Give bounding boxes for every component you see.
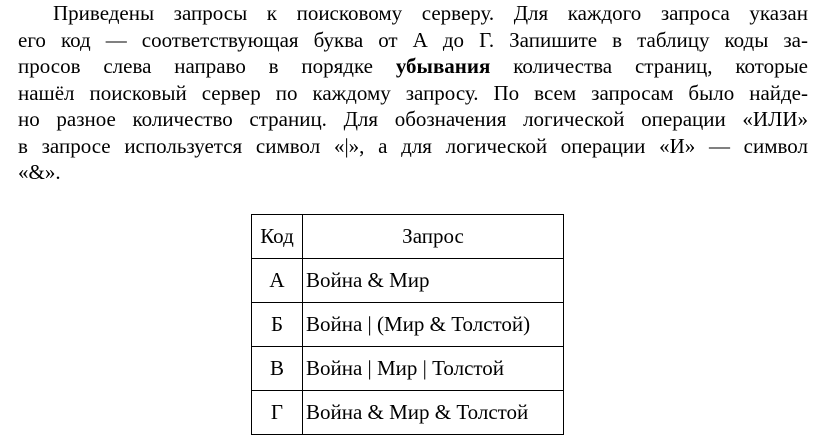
table-header-row [252, 215, 564, 259]
emphasis-word: убывания [395, 54, 491, 78]
queries-table [251, 214, 564, 435]
cell-code: Б [252, 303, 303, 347]
task-line: в запросе используется символ «|», а для логической операции «И» — символ [18, 133, 808, 158]
cell-query: Война & Мир & Толстой [303, 391, 564, 435]
cell-query: Война | Мир | Толстой [303, 347, 564, 391]
task-line: его код — соответствующая буква от А до Г. Запишите в таблицу коды за- [18, 27, 808, 52]
table-row [252, 347, 564, 391]
task-text-segment: просов слева направо в порядке [18, 54, 373, 78]
task-line [18, 53, 808, 80]
task-text-segment: количества страниц, которые [513, 54, 809, 78]
task-line: нашёл поисковый сервер по каждому запросу. По всем запросам было найде- [18, 80, 808, 105]
table-row [252, 391, 564, 435]
task-text [18, 0, 808, 186]
task-line: но разное количество страниц. Для обозначения логической операции «ИЛИ» [18, 107, 808, 131]
cell-code: В [252, 347, 303, 391]
cell-query: Война | (Мир & Толстой) [303, 303, 564, 347]
cell-code: А [252, 259, 303, 303]
cell-code: Г [252, 391, 303, 435]
task-line: «&». [18, 160, 61, 184]
cell-query: Война & Мир [303, 259, 564, 303]
header-query: Запрос [303, 215, 564, 259]
table-row [252, 259, 564, 303]
table-row [252, 303, 564, 347]
header-code: Код [252, 215, 303, 259]
task-line: Приведены запросы к поисковому серверу. Для каждого запроса указан [53, 1, 808, 25]
